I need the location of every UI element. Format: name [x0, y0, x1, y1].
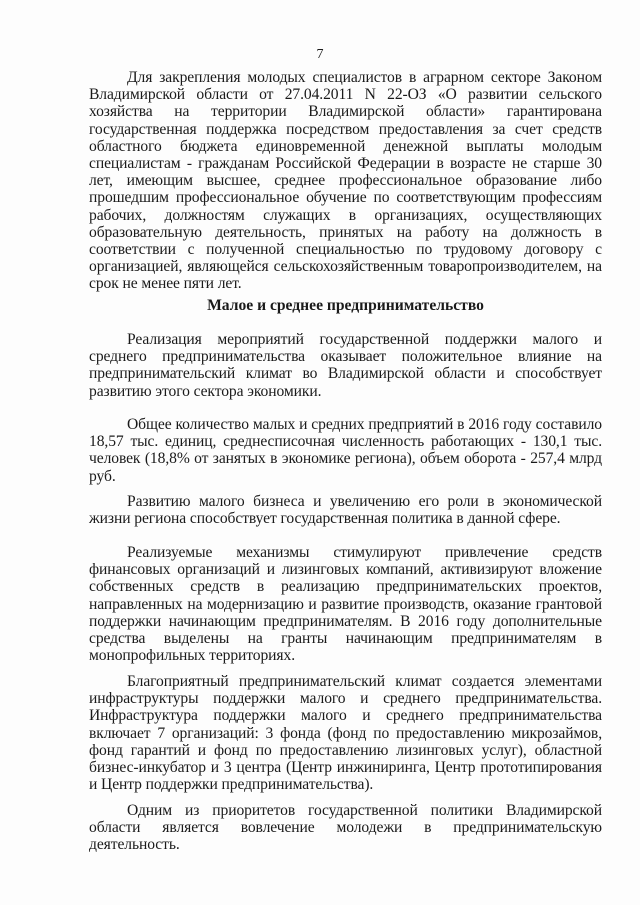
paragraph-enterprise-statistics: Общее количество малых и средних предприятий в 2016 году составило 18,57 тыс. единиц, среднесписочная численность работающих - 130,1 тыс. человек (18,8% от занятых в экономике региона), объем оборота - 257,4 млрд руб.	[89, 416, 602, 485]
section-heading: Малое и среднее предпринимательство	[207, 297, 484, 314]
page-number: 7	[316, 47, 324, 62]
paragraph-state-policy: Развитию малого бизнеса и увеличению его роли в экономической жизни региона способствует государственная политика в данной сфере.	[89, 493, 602, 528]
paragraph-youth-priority: Одним из приоритетов государственной политики Владимирской области является вовлечение молодежи в предпринимательскую деятельность.	[89, 802, 602, 854]
paragraph-infrastructure: Благоприятный предпринимательский климат создается элементами инфраструктуры поддержки малого и среднего предпринимательства. Инфраструктура поддержки малого и среднего предпринимательства включает 7 организаций: 3 фонда (фонд по предоставлению микрозаймов, фонд гарантий и фонд по предоставлению лизинговых услуг), областной бизнес-инкубатор и 3 центра (Центр инжиниринга, Центр прототипирования и Центр поддержки предпринимательства).	[89, 673, 602, 794]
paragraph-state-support: Реализация мероприятий государственной поддержки малого и среднего предпринимательства оказывает положительное влияние на предпринимательский климат во Владимирской области и способствует развитию этого сектора экономики.	[89, 331, 602, 400]
paragraph-young-specialists: Для закрепления молодых специалистов в аграрном секторе Законом Владимирской области от 27.04.2011 N 22-ОЗ «О развитии сельского хозяйства на территории Владимирской области» гарантирована государственная поддержка посредством предоставления за счет средств областного бюджета единовременной денежной выплаты молодым специалистам - гражданам Российской Федерации в возрасте не старше 30 лет, имеющим высшее, среднее профессиональное образование либо прошедшим профессиональное обучение по соответствующим профессиям рабочих, должностям служащих в организациях, осуществляющих образовательную деятельность, принятых на работу на должность в соответствии с полученной специальностью по трудовому договору с организацией, являющейся сельскохозяйственным товаропроизводителем, на срок не менее пяти лет.	[89, 69, 602, 293]
paragraph-mechanisms: Реализуемые механизмы стимулируют привлечение средств финансовых организаций и лизинговых компаний, активизируют вложение собственных средств в реализацию предпринимательских проектов, направленных на модернизацию и развитие производств, оказание грантовой поддержки начинающим предпринимателям. В 2016 году дополнительные средства выделены на гранты начинающим предпринимателям в монопрофильных территориях.	[89, 544, 602, 665]
